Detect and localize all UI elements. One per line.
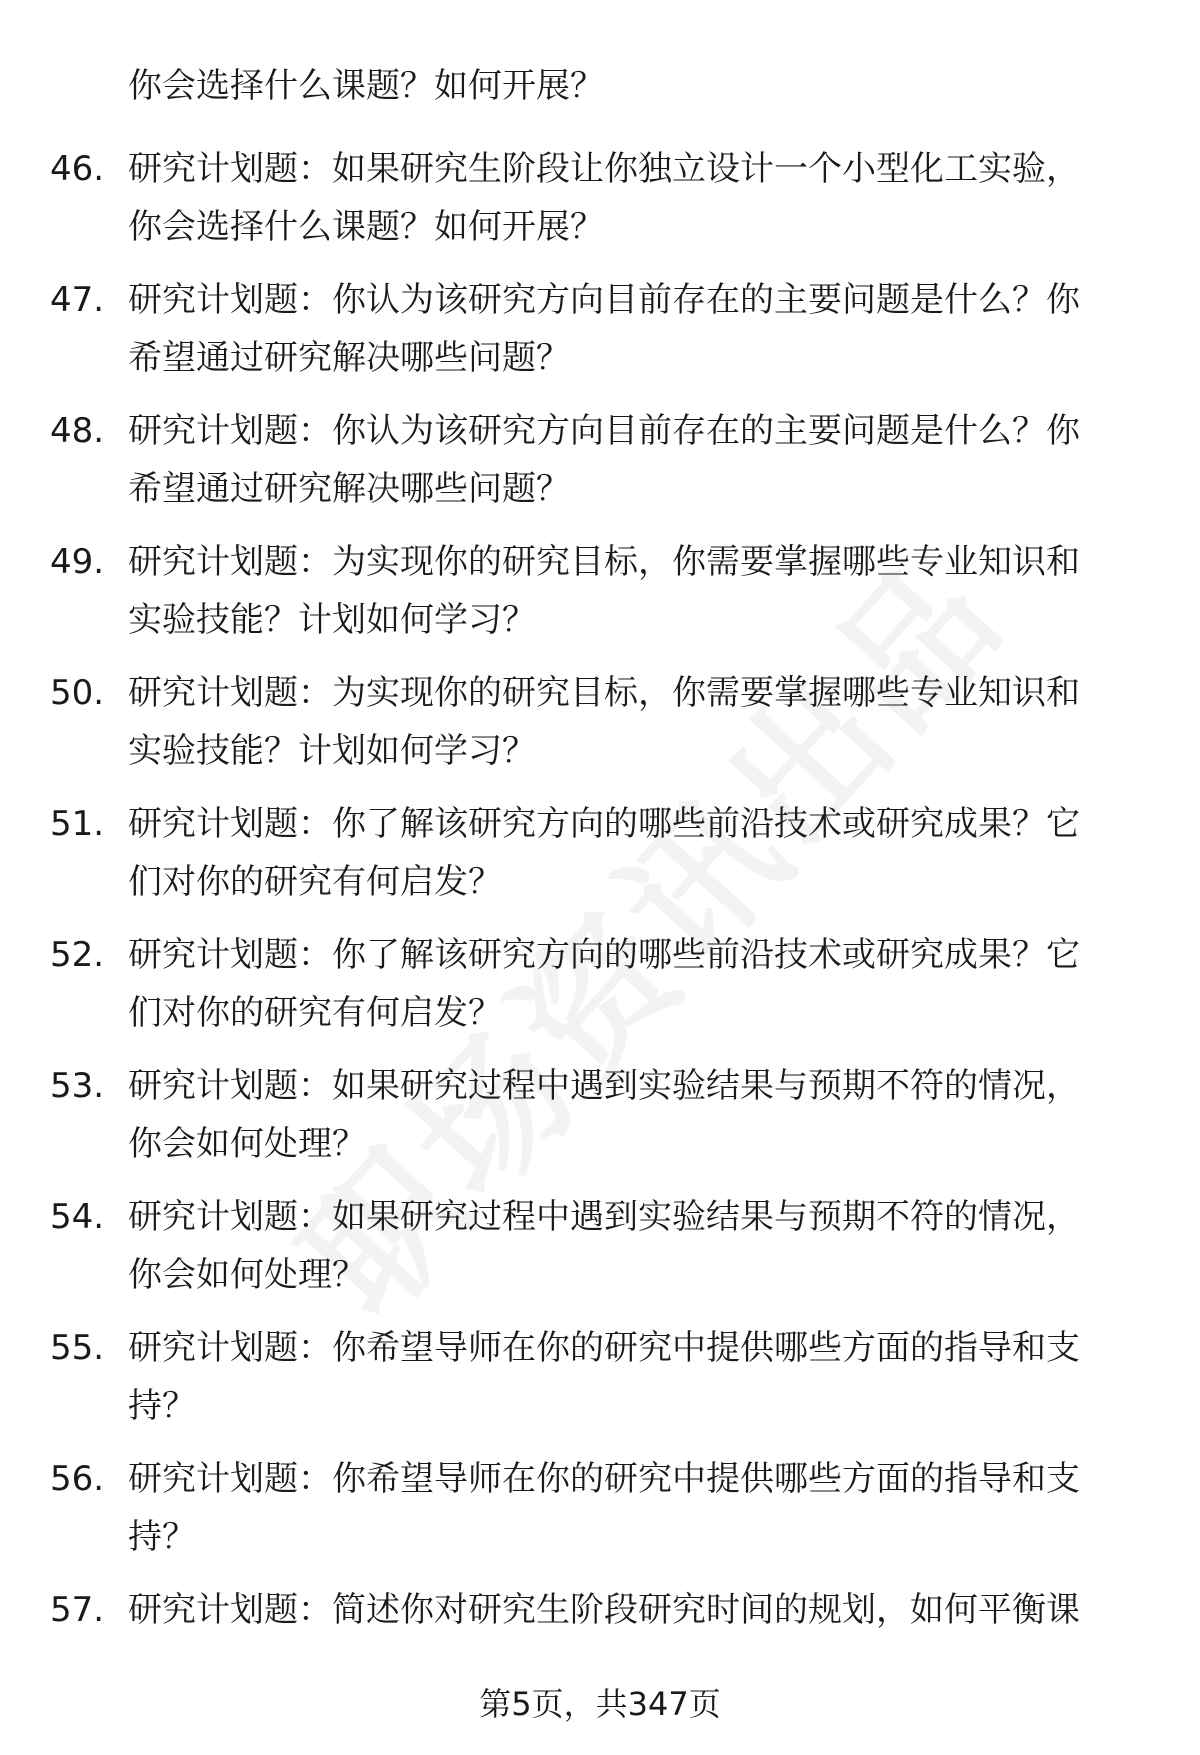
question-item — [0, 271, 1200, 402]
question-text — [128, 1581, 1158, 1639]
question-number: 47. — [50, 280, 105, 320]
question-item — [0, 795, 1200, 926]
page-footer: 第5页，共347页 — [479, 1685, 721, 1723]
question-text — [128, 926, 1158, 1042]
question-number: 46. — [50, 149, 105, 189]
question-text-line: 研究计划题：你认为该研究方向目前存在的主要问题是什么？你 — [128, 411, 1080, 451]
question-text — [128, 1319, 1158, 1435]
question-item — [0, 402, 1200, 533]
question-text-line: 研究计划题：为实现你的研究目标，你需要掌握哪些专业知识和 — [128, 673, 1080, 713]
question-item — [0, 1188, 1200, 1319]
question-text-line: 研究计划题：你了解该研究方向的哪些前沿技术或研究成果？它 — [128, 804, 1080, 844]
question-item — [0, 1319, 1200, 1450]
question-number: 51. — [50, 804, 105, 844]
question-list — [0, 140, 1200, 1712]
question-item — [0, 1057, 1200, 1188]
continued-question-text: 你会选择什么课题？如何开展？ — [128, 66, 604, 106]
question-text — [128, 402, 1158, 518]
question-number: 50. — [50, 673, 105, 713]
question-text-line: 持？ — [128, 1517, 196, 1557]
question-text-line: 研究计划题：如果研究生阶段让你独立设计一个小型化工实验， — [128, 149, 1080, 189]
question-text — [128, 795, 1158, 911]
question-text-line: 们对你的研究有何启发？ — [128, 862, 502, 902]
question-text — [128, 271, 1158, 387]
question-item — [0, 533, 1200, 664]
question-number: 54. — [50, 1197, 105, 1237]
question-item — [0, 140, 1200, 271]
question-text — [128, 1450, 1158, 1566]
question-text — [128, 1188, 1158, 1304]
question-number: 49. — [50, 542, 105, 582]
question-text-line: 研究计划题：为实现你的研究目标，你需要掌握哪些专业知识和 — [128, 542, 1080, 582]
question-text — [128, 533, 1158, 649]
question-text-line: 希望通过研究解决哪些问题？ — [128, 469, 570, 509]
question-number: 52. — [50, 935, 105, 975]
question-text — [128, 664, 1158, 780]
question-text-line: 你会选择什么课题？如何开展？ — [128, 207, 604, 247]
question-number: 48. — [50, 411, 105, 451]
question-text-line: 研究计划题：你希望导师在你的研究中提供哪些方面的指导和支 — [128, 1328, 1080, 1368]
question-number: 57. — [50, 1590, 105, 1630]
question-number: 56. — [50, 1459, 105, 1499]
question-text — [128, 140, 1158, 256]
question-text-line: 希望通过研究解决哪些问题？ — [128, 338, 570, 378]
question-text-line: 研究计划题：你希望导师在你的研究中提供哪些方面的指导和支 — [128, 1459, 1080, 1499]
question-item — [0, 926, 1200, 1057]
question-text-line: 研究计划题：你了解该研究方向的哪些前沿技术或研究成果？它 — [128, 935, 1080, 975]
question-text-line: 研究计划题：你认为该研究方向目前存在的主要问题是什么？你 — [128, 280, 1080, 320]
question-text-line: 持？ — [128, 1386, 196, 1426]
question-text-line: 你会如何处理？ — [128, 1255, 366, 1295]
question-text-line: 你会如何处理？ — [128, 1124, 366, 1164]
question-text-line: 实验技能？计划如何学习？ — [128, 731, 536, 771]
question-item — [0, 664, 1200, 795]
question-text — [128, 1057, 1158, 1173]
question-item — [0, 1450, 1200, 1581]
question-number: 53. — [50, 1066, 105, 1106]
question-text-line: 实验技能？计划如何学习？ — [128, 600, 536, 640]
question-number: 55. — [50, 1328, 105, 1368]
question-text-line: 们对你的研究有何启发？ — [128, 993, 502, 1033]
question-text-line: 研究计划题：如果研究过程中遇到实验结果与预期不符的情况， — [128, 1197, 1080, 1237]
question-text-line: 研究计划题：如果研究过程中遇到实验结果与预期不符的情况， — [128, 1066, 1080, 1106]
question-text-line: 研究计划题：简述你对研究生阶段研究时间的规划，如何平衡课 — [128, 1590, 1080, 1630]
